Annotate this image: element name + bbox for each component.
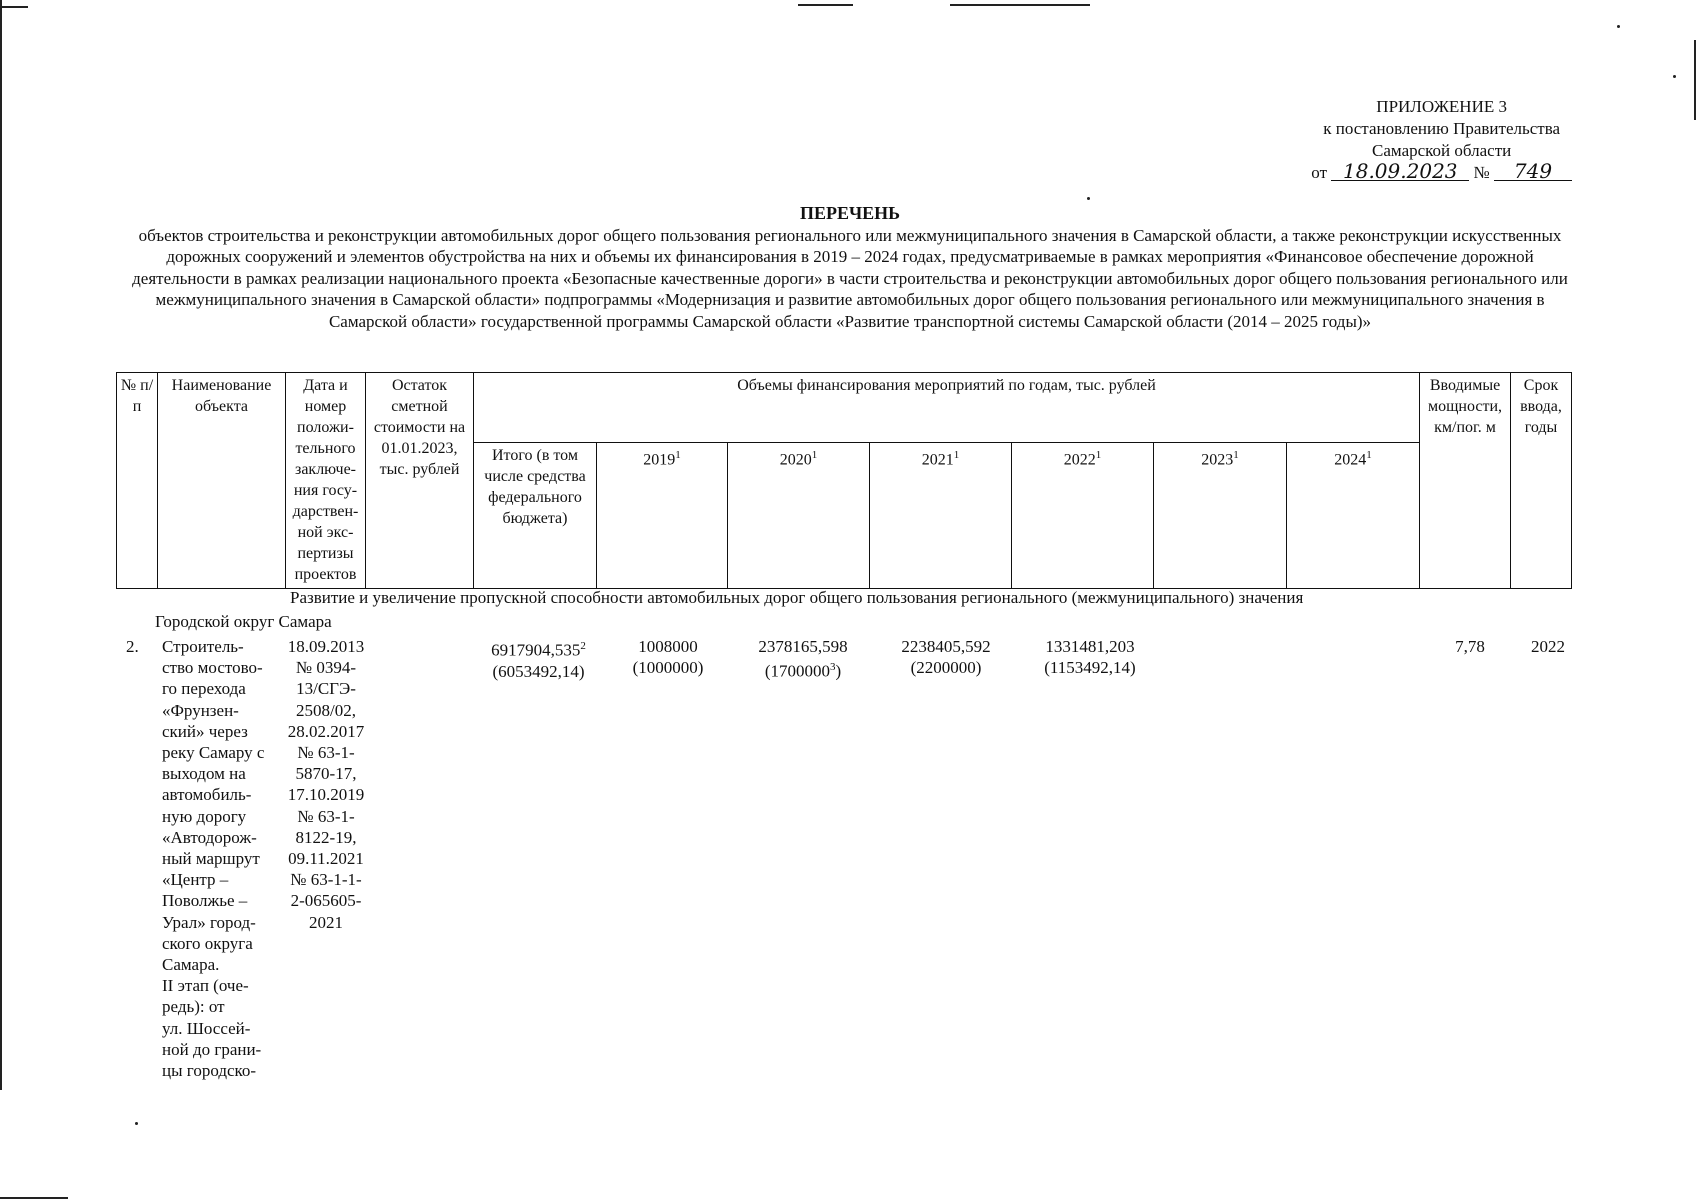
scan-edge-bottom	[0, 1197, 68, 1199]
total-value: 6917904,535	[491, 640, 581, 660]
value-2020: 2378165,598	[758, 637, 848, 656]
row-2019	[608, 636, 728, 678]
number-prefix: №	[1473, 163, 1490, 182]
appendix-line-1: к постановлению Правительства	[1323, 119, 1561, 138]
row-total	[476, 636, 601, 682]
row-expertise-date: 18.09.2013 № 0394- 13/СГЭ- 2508/02, 28.02.2017 № 63-1- 5870-17, 17.10.2019 № 63-1- 8122-19, 09.11.2021 № 63-1-1- 2-065605- 2021	[287, 637, 365, 932]
footnote-mark: 3	[830, 661, 836, 674]
scan-dot	[135, 1122, 138, 1125]
year-label: 2023	[1201, 451, 1234, 469]
scan-mark-top	[798, 4, 853, 6]
scan-edge-right	[1694, 40, 1696, 120]
header-2023	[1154, 443, 1287, 589]
federal-2019: (1000000)	[632, 658, 704, 678]
scan-dot	[1617, 25, 1620, 28]
row-object-name: Строитель- ство мостово- го перехода «Фрунзен- ский» через реку Самару с выходом на автомобиль- ную дорогу «Автодорож- ный маршрут «Центр – Поволжье – Урал» город- ского округа Самара. II этап (оче- редь): от ул. Шоссей- ной до грани- цы городско-	[162, 637, 265, 1081]
scan-edge-top	[0, 6, 28, 8]
row-number: 2.	[126, 637, 139, 656]
appendix-title: ПРИЛОЖЕНИЕ 3	[1376, 97, 1507, 116]
footnote-mark: 1	[953, 449, 960, 461]
row-power: 7,78	[1455, 637, 1485, 656]
year-label: 2021	[921, 451, 954, 469]
year-label: 2019	[643, 451, 676, 469]
appendix-date-line	[1311, 159, 1572, 184]
header-num: № п/п	[117, 373, 158, 589]
section-title: Развитие и увеличение пропускной способности автомобильных дорог общего пользования регионального (межмуниципального) значения	[290, 588, 1304, 607]
row-2021	[878, 636, 1014, 678]
header-remainder: Остаток сметной стоимости на 01.01.2023, тыс. рублей	[366, 373, 474, 589]
value-2021: 2238405,592	[901, 637, 991, 656]
appendix-block	[1311, 96, 1572, 184]
header-term: Срок ввода, годы	[1511, 373, 1572, 589]
handwritten-number: 749	[1494, 162, 1572, 181]
header-date: Дата и номер положи-тельного заключе-ния госу-дарствен-ной экс-пертизы проектов	[286, 373, 366, 589]
scan-edge-left	[0, 0, 2, 1090]
document-subtitle: объектов строительства и реконструкции автомобильных дорог общего пользования регионального или межмуниципального значения в Самарской области, а также реконструкции искусственных дорожных сооружений и элементов обустройства на них и объемы их финансирования в 2019 – 2024 годах, предусматриваемые в рамках мероприятия «Финансовое обеспечение дорожной деятельности в рамках реализации национального проекта «Безопасные качественные дороги» в части строительства и реконструкции автомобильных дорог общего пользования регионального или межмуниципального значения в Самарской области» подпрограммы «Модернизация и развитие автомобильных дорог общего пользования регионального или межмуниципального значения в Самарской области» государственной программы Самарской области «Развитие транспортной системы Самарской области (2014 – 2025 годы)»	[132, 225, 1568, 331]
header-2021	[870, 443, 1012, 589]
federal-2022: (1153492,14)	[1044, 658, 1136, 678]
header-name: Наименование объекта	[158, 373, 286, 589]
document-heading: ПЕРЕЧЕНЬ	[799, 203, 901, 223]
year-label: 2022	[1063, 451, 1096, 469]
footnote-mark: 1	[1233, 449, 1239, 461]
scan-dot	[1673, 75, 1676, 78]
year-label: 2020	[779, 451, 812, 469]
appendix-line-2: Самарской области	[1372, 141, 1512, 160]
value-2022: 1331481,203	[1045, 637, 1135, 656]
row-2020	[735, 636, 871, 682]
value-2019: 1008000	[638, 637, 698, 656]
row-term: 2022	[1531, 637, 1565, 656]
federal-2020-close: )	[835, 661, 842, 681]
header-2020	[728, 443, 870, 589]
date-prefix: от	[1311, 163, 1328, 182]
scan-mark-top-2	[950, 4, 1090, 6]
federal-2021: (2200000)	[910, 658, 982, 678]
footnote-mark: 1	[1366, 449, 1372, 461]
header-2022	[1012, 443, 1154, 589]
row-2022	[1020, 636, 1160, 678]
document-title	[120, 203, 1580, 332]
scan-dot	[1087, 197, 1090, 200]
header-total: Итого (в том числе средства федерального бюджета)	[474, 443, 597, 589]
header-financing: Объемы финансирования мероприятий по годам, тыс. рублей	[474, 373, 1420, 443]
footnote-mark: 2	[580, 640, 586, 652]
header-table	[116, 372, 1572, 589]
header-2024	[1287, 443, 1420, 589]
federal-2020: (1700000	[764, 661, 830, 681]
footnote-mark: 1	[811, 449, 818, 461]
year-label: 2024	[1334, 451, 1367, 469]
footnote-mark: 1	[1095, 449, 1102, 461]
handwritten-date: 18.09.2023	[1331, 162, 1469, 181]
header-power: Вводимые мощности, км/пог. м	[1420, 373, 1511, 589]
district-name: Городской округ Самара	[155, 612, 332, 631]
footnote-mark: 1	[675, 449, 681, 461]
total-federal: (6053492,14)	[492, 661, 585, 681]
header-2019	[597, 443, 728, 589]
